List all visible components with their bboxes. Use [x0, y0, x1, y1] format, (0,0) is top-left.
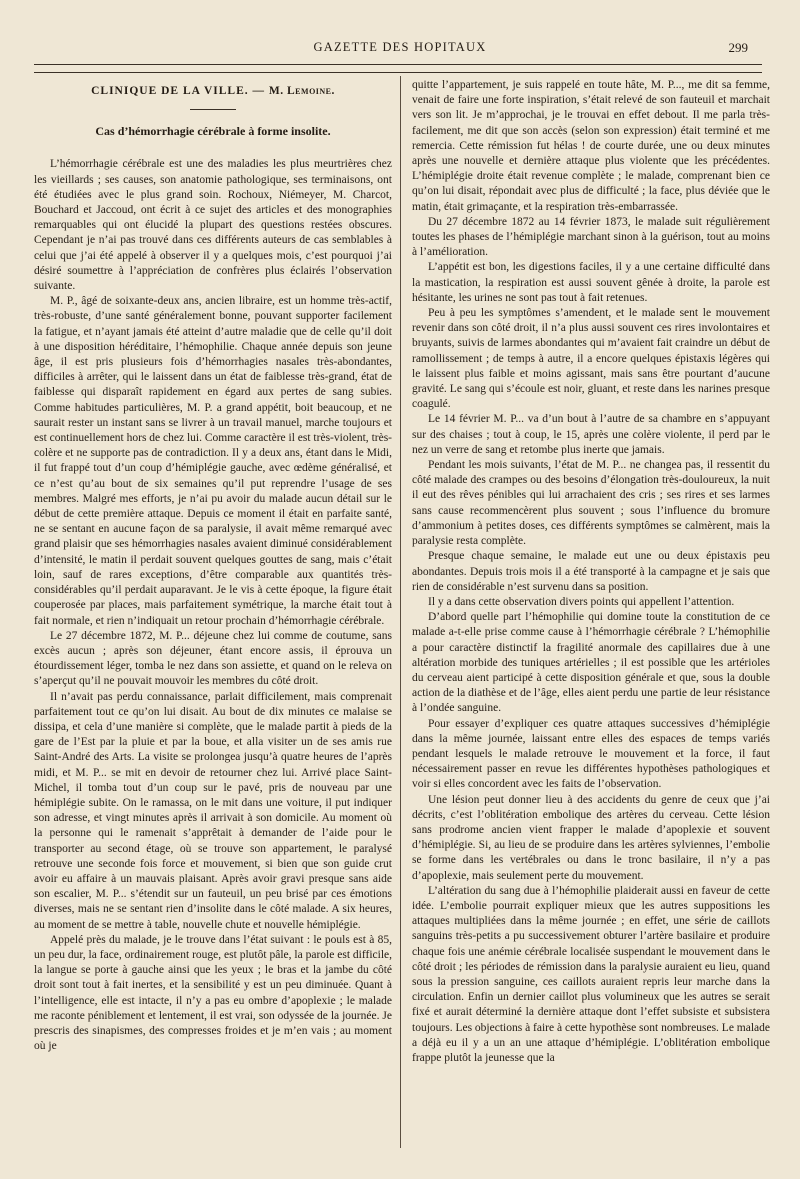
paragraph: D’abord quelle part l’hémophilie qui domine toute la constitution de ce malade a-t-elle prise comme cause à l’hémorrhagie cérébrale ? L’hémophilie a pour caractère distinctif la fragilité anormale des capillaires due à une altération morbide des tuniques artérielles ; il est possible que les artérioles du cerveau aient participé à cette disposition générale et que, sous la double action de la diathèse et de l’âge, elles aient perdu une partie de leur résistance à l’ondée sanguine.: [412, 611, 770, 715]
paragraph: Peu à peu les symptômes s’amendent, et le malade sent le mouvement revenir dans son côté droit, il n’a plus aussi souvent ces rires involontaires et bruyants, suivis de larmes abondantes qui m’avaient fait craindre un début de ramollissement ; de temps à autre, il a encore quelques épistaxis légères qui le laissent plus faible et moins agissant, mais sans être pourtant d’aucune gravité. Le sang qui s’écoule est noir, gluant, et reste dans les narines presque coagulé.: [412, 307, 770, 411]
paragraph: Il n’avait pas perdu connaissance, parlait difficilement, mais comprenait parfaitement tout ce qu’on lui disait. Au bout de dix minutes ce malaise se dissipa, et cela d’une manière si complète, que le malade partit à pieds de la gare de l’Est par la pluie et par la boue, et alla visiter un de ses amis rue Saint-André des Arts. La visite se prolongea jusqu’à quatre heures de l’après midi, et M. P... se mit en devoir de retourner chez lui. Arrivé place Saint-Michel, il tomba tout d’un coup sur le pavé, pris de nouveau par une hémiplégie subite. On le ramassa, on le mit dans une voiture, il put indiquer son adresse, et vingt minutes après il arrivait à son domicile. Au moment où la personne qui le ramenait s’apprêtait à demander de l’aide pour le transporter au second étage, où se trouve son appartement, le paralysé retrouve une seconde fois force et mouvement, si bien que son guide crut avoir eu affaire à un mauvais plaisant. Après avoir gravi presque sans aide son escalier, M. P... s’étendit sur un fauteuil, un peu brisé par ces émotions diverses, mais ne se sentant rien d’insolite dans le côté malade. A six heures, au moment de se mettre à table, nouvelle chute et nouvelle hémiplégie.: [34, 690, 392, 931]
paragraph: Du 27 décembre 1872 au 14 février 1873, le malade suit régulièrement toutes les phases de l’hémiplégie marchant sinon à la guérison, tout au moins à l’amélioration.: [412, 215, 770, 259]
article-title: Cas d’hémorrhagie cérébrale à forme insolite.: [95, 124, 331, 139]
section-author: M. Lemoine.: [268, 85, 335, 97]
left-column: [34, 78, 392, 1148]
paragraph: L’hémorrhagie cérébrale est une des maladies les plus meurtrières chez les vieillards ; ses causes, son anatomie pathologique, ses terminaisons, ont été étudiées avec le plus grand soin. Rochoux, Niémeyer, M. Charcot, Bouchard et Jaccoud, ont écrit à ce sujet des articles et des monographies remarquables qui ont élucidé la plupart des questions restées obscures. Cependant je n’ai pas trouvé dans ces différents auteurs de cas semblables à celui que j’ai été appelé à observer il y a quelques mois, c’est pourquoi j’ai désiré soumettre à l’appréciation de confrères plus éclairés l’observation suivante.: [34, 158, 392, 293]
page-number: 299: [728, 40, 748, 55]
heading-rule: [190, 109, 236, 110]
paragraph: Appelé près du malade, je le trouve dans l’état suivant : le pouls est à 85, un peu dur, la face, ordinairement rouge, est plutôt pâle, la parole est difficile, la langue se porte à gauche ainsi que les yeux ; le bras et la jambe du côté droit sont tout à fait inertes, et la sensibilité y est un peu diminuée. Quant à l’intelligence, elle est intacte, il n’y a pas eu ombre d’apoplexie ; le malade me raconte péniblement et lentement, il est vrai, son odyssée de la journée. Je prescris des sinapismes, des compresses froides et je m’en vais ; au moment où je: [34, 933, 392, 1053]
paragraph: Il y a dans cette observation divers points qui appellent l’attention.: [428, 595, 735, 608]
right-column-text: [412, 78, 770, 1066]
right-column: [412, 78, 770, 1148]
header-rule-top: [34, 64, 762, 65]
paragraph: Pendant les mois suivants, l’état de M. P... ne changea pas, il ressentit du côté malade des crampes ou des besoins d’élongation très-douloureux, la nuit il eut des rêves pénibles qui lui arrachaient des cris ; ses rires et ses larmes sans cause recommencèrent plus souvent ; sous l’influence du bromure d’ammonium à petites doses, ces différents symptômes se calmèrent, mais la paralysie resta complète.: [412, 459, 770, 548]
section-rubric: CLINIQUE DE LA VILLE. —: [91, 85, 266, 97]
paragraph: Pour essayer d’expliquer ces quatre attaques successives d’hémiplégie dans la même journée, laissant entre elles des espaces de temps variés pendant lesquels le malade retrouve le mouvement et la force, il faut nécessairement passer en revue les différentes hypothèses pathologiques et voir si elles concordent avec les faits de l’observation.: [412, 717, 770, 791]
paragraph: L’altération du sang due à l’hémophilie plaiderait aussi en faveur de cette idée. L’embolie pourrait expliquer mieux que les autres suppositions les attaques multipliées dans la même journée ; en effet, une série de caillots sanguins très-petits a pu successivement obturer l’artère basilaire et produire chaque fois une anémie cérébrale localisée suspendant le mouvement dans le côté droit ; les périodes de rémission dans la paralysie auraient eu lieu, quand sous la pression sanguine, ces caillots auraient repris leur marche dans la circulation. Enfin un dernier caillot plus volumineux que les autres se serait fixé et aurait déterminé la dernière attaque dont l’effet subsiste et subsistera toujours. Les objections à faire à cette hypothèse sont nombreuses. Le malade a déjà eu il y a un an une attaque d’hémiplégie. L’oblitération embolique frappe plutôt la jeunesse que la: [412, 884, 770, 1064]
journal-title: GAZETTE DES HOPITAUX: [313, 40, 487, 54]
paragraph: Presque chaque semaine, le malade eut une ou deux épistaxis peu abondantes. Depuis trois mois il a été transporté à la campagne et je sais que rien de considérable n’est survenu dans sa position.: [412, 550, 770, 593]
paragraph: L’appétit est bon, les digestions faciles, il y a une certaine difficulté dans la mastication, la respiration est aussi souvent gênée à droite, la parole est hésitante, les urines ne sont pas tout à fait retenues.: [412, 261, 770, 304]
running-head: [28, 40, 772, 60]
paragraph: Une lésion peut donner lieu à des accidents du genre de ceux que j’ai décrits, c’est l’oblitération embolique des artères du cerveau. Cette lésion sans prodrome ancien vient frapper le malade d’apoplexie et souvent d’hémiplégie. Si, au lieu de se produire dans les artères sylviennes, l’embolie se forme dans les vertébrales ou dans le tronc basilaire, il n’y a pas d’apoplexie, mais seulement perte du mouvement.: [412, 793, 770, 882]
paragraph: Le 14 février M. P... va d’un bout à l’autre de sa chambre en s’appuyant sur des chaises ; tout à coup, le 15, après une colère violente, il perd par le nez un verre de sang et retombe plus inerte que jamais.: [412, 413, 770, 456]
column-divider: [400, 76, 401, 1148]
section-heading: [34, 84, 392, 99]
paragraph: quitte l’appartement, je suis rappelé en toute hâte, M. P..., me dit sa femme, venait de faire une forte inspiration, s’était relevé de son fauteuil et marchait vers son lit. Je m’approchai, je le trouvai en effet debout. Il me parla très-facilement, me dit que son accès (selon son expression) était terminé et me remercia. Cette rémission fut hélas ! de courte durée, une ou deux minutes après une nouvelle et dernière attaque plus violente que les précédentes. L’hémiplégie droite était revenue complète ; le malade, comprenant bien ce qu’on lui disait, répondait avec plus de difficulté ; la face, plus déviée que le matin, était grimaçante, et la respiration très-embarrassée.: [412, 79, 770, 213]
paragraph: M. P., âgé de soixante-deux ans, ancien libraire, est un homme très-actif, très-robuste, d’une santé généralement bonne, pouvant supporter facilement la fatigue, et n’ayant jamais été atteint d’autre maladie que de celle qu’il doit à une disposition héréditaire, l’hémophilie. Chaque année depuis son jeune âge, il est pris plusieurs fois d’hémorrhagies nasales très-abondantes, difficiles à arrêter, qui le laissent dans un état de faiblesse très-grand, état de faiblesse qui disparaît rapidement en égard aux pertes de sang subies. Comme habitudes particulières, M. P. a grand appétit, boit beaucoup, et ne saurait rester un instant sans se livrer à un travail manuel, marche toujours et est continuellement hors de chez lui. Comme caractère il est très-violent, très-colère et ne supporte pas de contradiction. Il y a deux ans, étant dans le Midi, il fut frappé tout d’un coup d’hémiplégie gauche, avec œdème généralisé, et ce n’est qu’au bout de six semaines qu’il put reprendre l’usage de ses membres. Malgré mes efforts, je n’ai pu avoir du malade aucun détail sur le début de cette première attaque. Depuis ce moment il était en parfaite santé, ne se sentant en aucune façon de sa paralysie, il avait même remarqué avec grand plaisir que ses hémorrhagies nasales avaient diminué considérablement d’intensité, le matin il perdait souvent quelques gouttes de sang, mais c’était loin, sauf de rares exceptions, d’être comparable aux quantités très-considérables qu’il perdait auparavant. Je le vis à cette époque, la figure était couperosée par places, mais parfaitement symétrique, la marche était tout à fait normale, et rien n’indiquait un retour prochain d’hémorrhagie cérébrale.: [34, 295, 392, 627]
header-rule-bottom: [34, 72, 762, 73]
left-column-text: [34, 157, 392, 1054]
paragraph: Le 27 décembre 1872, M. P... déjeune chez lui comme de coutume, sans excès aucun ; après son déjeuner, étant encore assis, il éprouva un étourdissement léger, tomba le nez dans son assiette, et quand on le releva on s’aperçut qu’il ne pouvait mouvoir les membres du côté droit.: [34, 629, 392, 688]
